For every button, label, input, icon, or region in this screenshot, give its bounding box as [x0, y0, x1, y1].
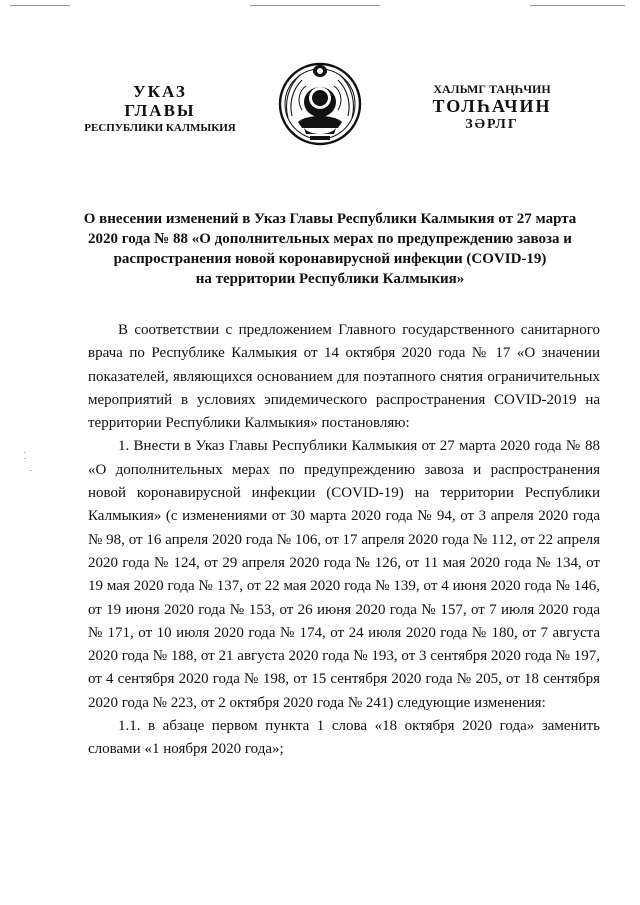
- kalmyk-decree-word: ЗӘРЛГ: [465, 117, 519, 132]
- preamble-paragraph: В соответствии с предложением Главного государственного санитарного врача по Республике Калмыкия от 14 октября 2020 года № 17 «О значении показателей, являющихся основанием для поэтапного снятия ограничительных мероприятий в условиях эпидемического распространения COVID-2019 на территории Республики Калмыкия» постановляю:: [88, 322, 600, 432]
- clause-1-paragraph: 1. Внести в Указ Главы Республики Калмыкия от 27 марта 2020 года № 88 «О дополнительных мерах по предупреждению завоза и распространения новой коронавирусной инфекции (COVID-19) на территории Республики Калмыкия» (с изменениями от 30 марта 2020 года № 94, от 3 апреля 2020 года № 98, от 16 апреля 2020 года № 106, от 17 апреля 2020 года № 112, от 22 апреля 2020 года № 124, от 29 апреля 2020 года № 126, от 11 мая 2020 года № 134, от 19 мая 2020 года № 137, от 22 мая 2020 года № 139, от 4 июня 2020 года № 146, от 19 июня 2020 года № 153, от 26 июня 2020 года № 157, от 7 июля 2020 года № 171, от 10 июля 2020 года № 174, от 24 июля 2020 года № 180, от 7 августа 2020 года № 188, от 21 августа 2020 года № 193, от 3 сентября 2020 года № 197, от 4 сентября 2020 года № 198, от 15 сентября 2020 года № 205, от 18 сентября 2020 года № 223, от 2 октября 2020 года № 241) следующие изменения:: [88, 438, 600, 711]
- document-title: [60, 209, 600, 289]
- document-body: [88, 319, 600, 762]
- kalmyk-country-name: ХАЛЬМГ ТАҢҺЧИН: [433, 82, 551, 96]
- scan-edge-right: [530, 5, 625, 6]
- title-line: О внесении изменений в Указ Главы Республики Калмыкия от 27 марта: [83, 211, 577, 227]
- title-line: 2020 года № 88 «О дополнительных мерах по предупреждению завоза и: [88, 231, 572, 247]
- kalmyk-head-word: ТОЛҺАЧИН: [432, 96, 552, 116]
- title-line: распространения новой коронавирусной инфекции (COVID-19): [113, 251, 547, 267]
- clause-1-1-paragraph: 1.1. в абзаце первом пункта 1 слова «18 октября 2020 года» заменить словами «1 ноября 2020 года»;: [88, 718, 600, 758]
- head-word: ГЛАВЫ: [124, 101, 196, 120]
- header-left-block: [60, 82, 260, 136]
- republic-name: РЕСПУБЛИКИ КАЛМЫКИЯ: [84, 122, 236, 134]
- decree-word: УКАЗ: [133, 82, 187, 101]
- scan-edge-left: [10, 5, 70, 6]
- scan-edge-center: [250, 5, 380, 6]
- kalmykia-emblem-icon: [276, 58, 364, 154]
- title-line: на территории Республики Калмыкия»: [195, 271, 465, 287]
- header-right-block: [392, 82, 592, 134]
